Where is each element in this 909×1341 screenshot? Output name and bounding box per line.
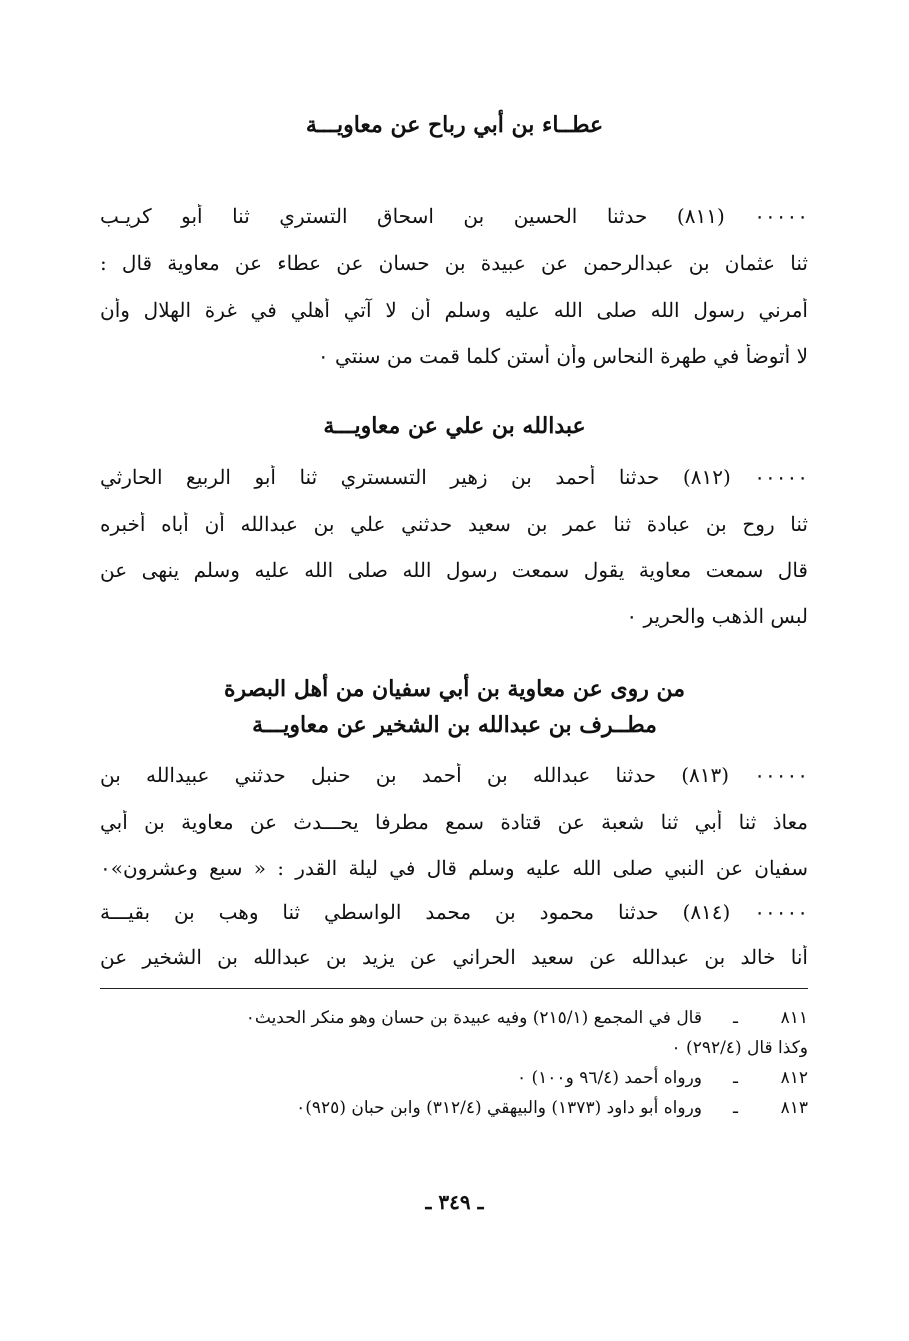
section-heading-ata: عطــاء بن أبي رباح عن معاويـــة <box>305 112 604 138</box>
section-heading-mutarrif: مطــرف بن عبدالله بن الشخير عن معاويـــة <box>252 712 657 738</box>
footnote-811 <box>100 1008 808 1028</box>
hadith-813-line-2: معاذ ثنا أبي ثنا شعبة عن قتادة سمع مطرفا يحـــدث عن معاوية بن أبي <box>100 810 808 834</box>
section-heading-basra: من روى عن معاوية بن أبي سفيان من أهل البصرة <box>223 676 686 702</box>
footnote-dash: ـ <box>733 1068 738 1088</box>
hadith-814-line-1: ٠٠٠٠٠ (٨١٤) حدثنا محمود بن محمد الواسطي ثنا وهب بن بقيـــة <box>100 900 808 924</box>
hadith-812-line-2: ثنا روح بن عبادة ثنا عمر بن سعيد حدثني علي بن عبدالله أن أباه أخبره <box>100 512 808 536</box>
footnote-separator <box>100 988 808 989</box>
hadith-812-line-3: قال سمعت معاوية يقول سمعت رسول الله صلى الله عليه وسلم ينهى عن <box>100 558 808 582</box>
hadith-811-line-2: ثنا عثمان بن عبدالرحمن عن عبيدة بن حسان عن عطاء عن معاوية قال : <box>100 251 808 275</box>
page-number: ـ ٣٤٩ ـ <box>425 1190 484 1214</box>
hadith-812-line-4: لبس الذهب والحرير ٠ <box>626 604 808 628</box>
footnote-text: ورواه أحمد (٩٦/٤ و١٠٠) ٠ <box>516 1068 702 1088</box>
hadith-813-line-3: سفيان عن النبي صلى الله عليه وسلم قال في ليلة القدر : « سبع وعشرون»٠ <box>100 856 808 880</box>
hadith-814-line-2: أنا خالد بن عبدالله عن سعيد الحراني عن يزيد بن عبدالله بن الشخير عن <box>100 945 808 969</box>
hadith-812-line-1: ٠٠٠٠٠ (٨١٢) حدثنا أحمد بن زهير التسستري ثنا أبو الربيع الحارثي <box>100 465 808 489</box>
hadith-811-line-4: لا أتوضأ في طهرة النحاس وأن أستن كلما قمت من سنتي ٠ <box>317 344 808 368</box>
section-heading-abdullah-bin-ali: عبدالله بن علي عن معاويـــة <box>323 413 586 439</box>
footnote-812 <box>100 1068 808 1088</box>
footnote-813 <box>100 1098 808 1118</box>
footnote-text: قال في المجمع (٢١٥/١) وفيه عبيدة بن حسان وهو منكر الحديث٠ <box>245 1008 702 1028</box>
footnote-number: ٨١٢ <box>780 1068 808 1088</box>
hadith-811-line-1: ٠٠٠٠٠ (٨١١) حدثنا الحسين بن اسحاق التستري ثنا أبو كريـب <box>100 204 808 228</box>
footnote-number: ٨١١ <box>780 1008 808 1028</box>
footnote-text: ورواه أبو داود (١٣٧٣) والبيهقي (٣١٢/٤) وابن حبان (٩٢٥)٠ <box>296 1098 702 1118</box>
footnote-811-continuation: وكذا قال (٢٩٢/٤) ٠ <box>671 1038 808 1058</box>
footnote-dash: ـ <box>733 1098 738 1118</box>
hadith-813-line-1: ٠٠٠٠٠ (٨١٣) حدثنا عبدالله بن أحمد بن حنبل حدثني عبيدالله بن <box>100 763 808 787</box>
footnote-dash: ـ <box>733 1008 738 1028</box>
hadith-811-line-3: أمرني رسول الله صلى الله عليه وسلم أن لا آتي أهلي في غرة الهلال وأن <box>100 298 808 322</box>
footnote-number: ٨١٣ <box>780 1098 808 1118</box>
